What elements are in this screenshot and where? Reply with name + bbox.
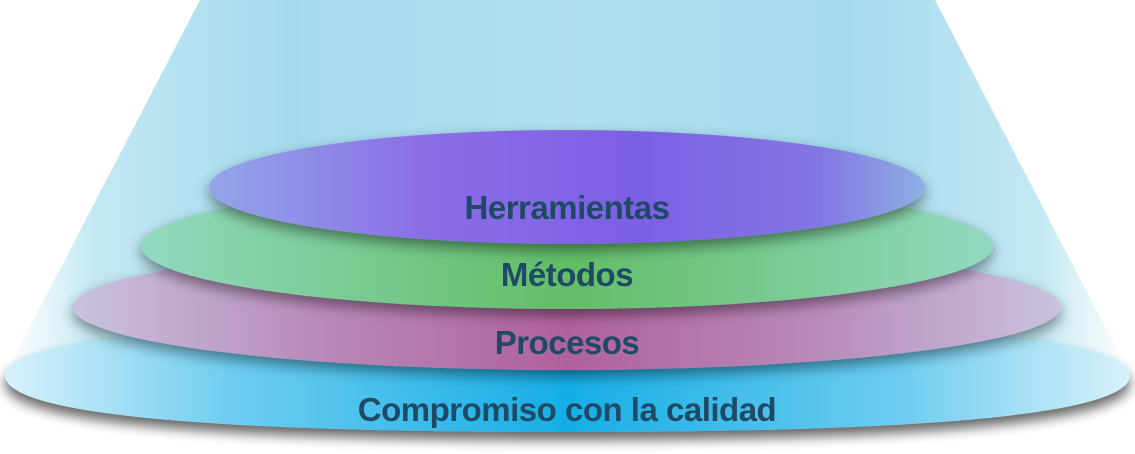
layer-herramientas-label: Herramientas	[464, 189, 670, 226]
layer-herramientas	[209, 130, 925, 244]
layer-compromiso-label: Compromiso con la calidad	[357, 391, 777, 428]
layer-metodos-label: Métodos	[500, 256, 634, 293]
layer-procesos-label: Procesos	[494, 324, 640, 361]
layer-herramientas-disc	[209, 130, 925, 244]
